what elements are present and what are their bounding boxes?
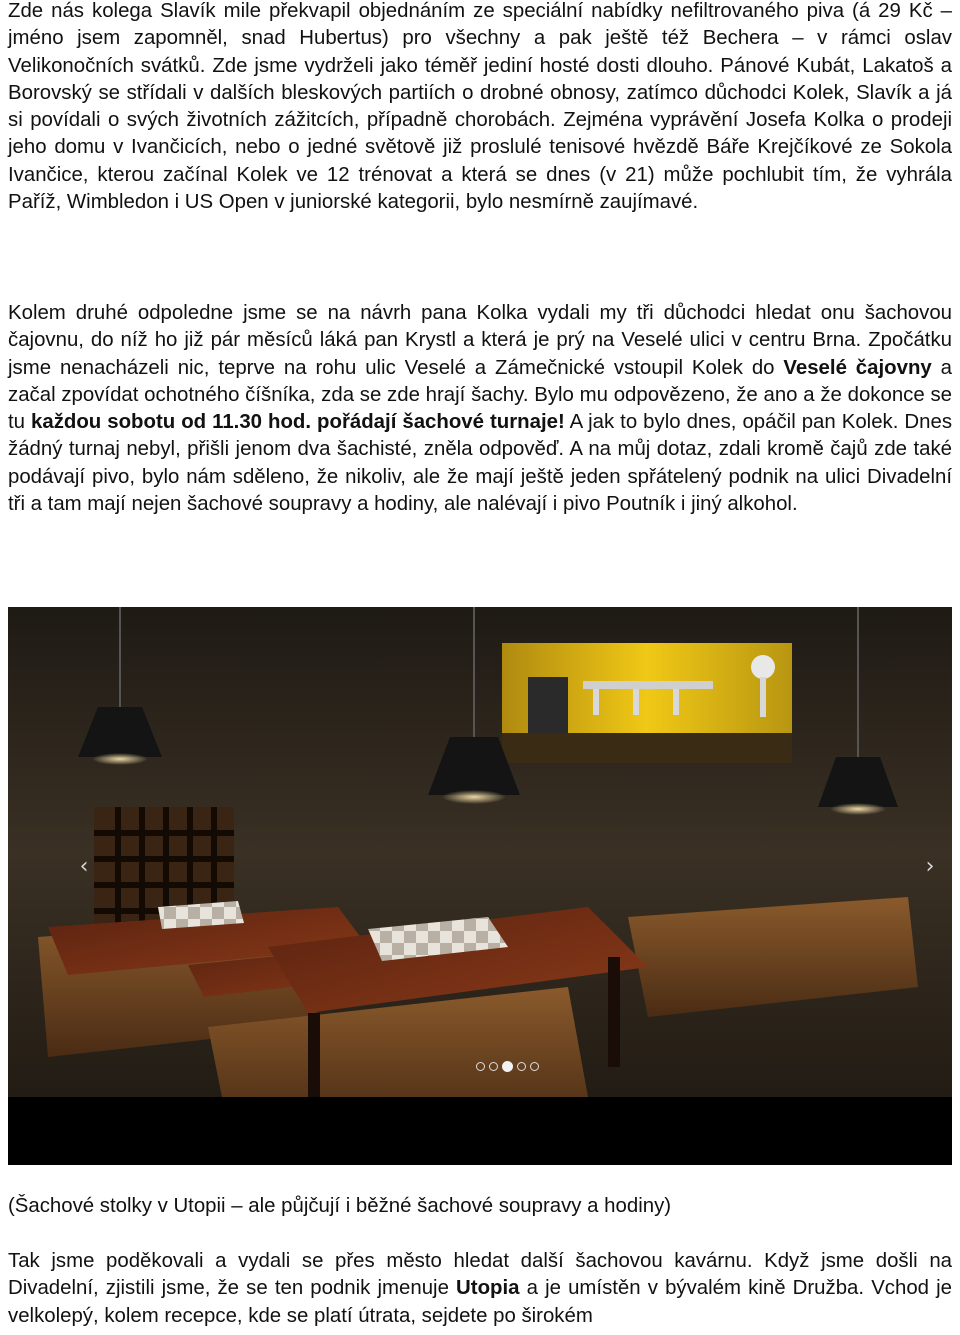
paragraph-tea-room (8, 300, 952, 518)
bold-venue-name: Utopia (456, 1277, 520, 1300)
text-segment: A jak to bylo dnes, opáčil pan Kolek. Dnes žádný turnaj nebyl, přišli jenom dva šachisté, zněla odpověď. A na můj dotaz, zdali kromě čajů zde také podávají pivo, bylo nám sděleno, že nikoliv, ale že mají ještě jeden spřátelený podnik na ulici Divadelní tři a tam mají nejen šachové soupravy a hodiny, ale nalévají i pivo Poutník i jiný alkohol. (8, 411, 953, 516)
text-segment: a je umístěn v bývalém kině Družba. Vchod je velkolepý, kolem recepce, kde se platí útrata, sejdete po širokém (8, 1277, 953, 1327)
slider-prev-arrow-icon[interactable]: ‹ (79, 854, 89, 879)
bold-tournament-info: každou sobotu od 11.30 hod. pořádají šachové turnaje! (31, 411, 565, 434)
slider-dot-3[interactable] (502, 1061, 513, 1072)
photo-caption-text: (Šachové stolky v Utopii – ale půjčují i běžné šachové soupravy a hodiny) (8, 1195, 672, 1217)
slider-dot-2[interactable] (489, 1062, 498, 1071)
paragraph-intro (8, 0, 952, 216)
photo-slider[interactable] (8, 607, 952, 1165)
slider-next-arrow-icon[interactable]: › (925, 854, 935, 879)
paragraph-utopia (8, 1248, 952, 1330)
slider-dot-4[interactable] (517, 1062, 526, 1071)
text-segment: a začal zpovídat ochotného číšníka, zda se zde hrají šachy. Bylo mu odpovězeno, že ano a že dokonce se tu (8, 356, 952, 434)
slider-dot-5[interactable] (530, 1062, 539, 1071)
bold-venue-name: Veselé čajovny (783, 356, 932, 379)
cafe-interior-photo (8, 607, 952, 1165)
paragraph-intro-text: Zde nás kolega Slavík mile překvapil objednáním ze speciální nabídky nefiltrovaného piva (á 29 Kč – jméno jsem zapomněl, snad Hubertus) pro všechny a pak ještě též Bechera – v rámci oslav Velikonočních svátků. Zde jsme vydrželi jako téměř jediní hosté dosti dlouho. Pánové Kubát, Lakatoš a Borovský se střídali v dalších bleskových partiích o drobné obnosy, zatímco důchodci Kolek, Slavík a já si povídali o svých životních zážitcích, případně chorobách. Zejména vyprávění Josefa Kolka o prodeji jeho domu v Ivančicích, nebo o jedné světově již proslulé tenisové hvězdě Báře Krejčíkové ze Sokola Ivančice, kterou začínal Kolek ve 12 trénovat a která se dnes (v 21) může pochlubit tím, že vyhrála Paříž, Wimbledon i US Open v juniorské kategorii, bylo nesmírně zaujímavé. (8, 0, 952, 214)
text-segment: Kolem druhé odpoledne jsme se na návrh pana Kolka vydali my tři důchodci hledat onu šachovou čajovnu, do níž ho již pár měsíců láká pan Krystl a která je prý na Veselé ulici v centru Brna. Zpočátku jsme nenacházeli nic, teprve na rohu ulic Veselé a Zámečnické vstoupil Kolek do (8, 302, 952, 379)
text-segment: Tak jsme poděkovali a vydali se přes město hledat další šachovou kavárnu. Když jsme došli na Divadelní, zjistili jsme, že se ten podnik jmenuje (8, 1250, 952, 1300)
photo-caption (8, 1193, 952, 1220)
slider-dot-1[interactable] (476, 1062, 485, 1071)
slider-pagination-dots (476, 1060, 539, 1072)
